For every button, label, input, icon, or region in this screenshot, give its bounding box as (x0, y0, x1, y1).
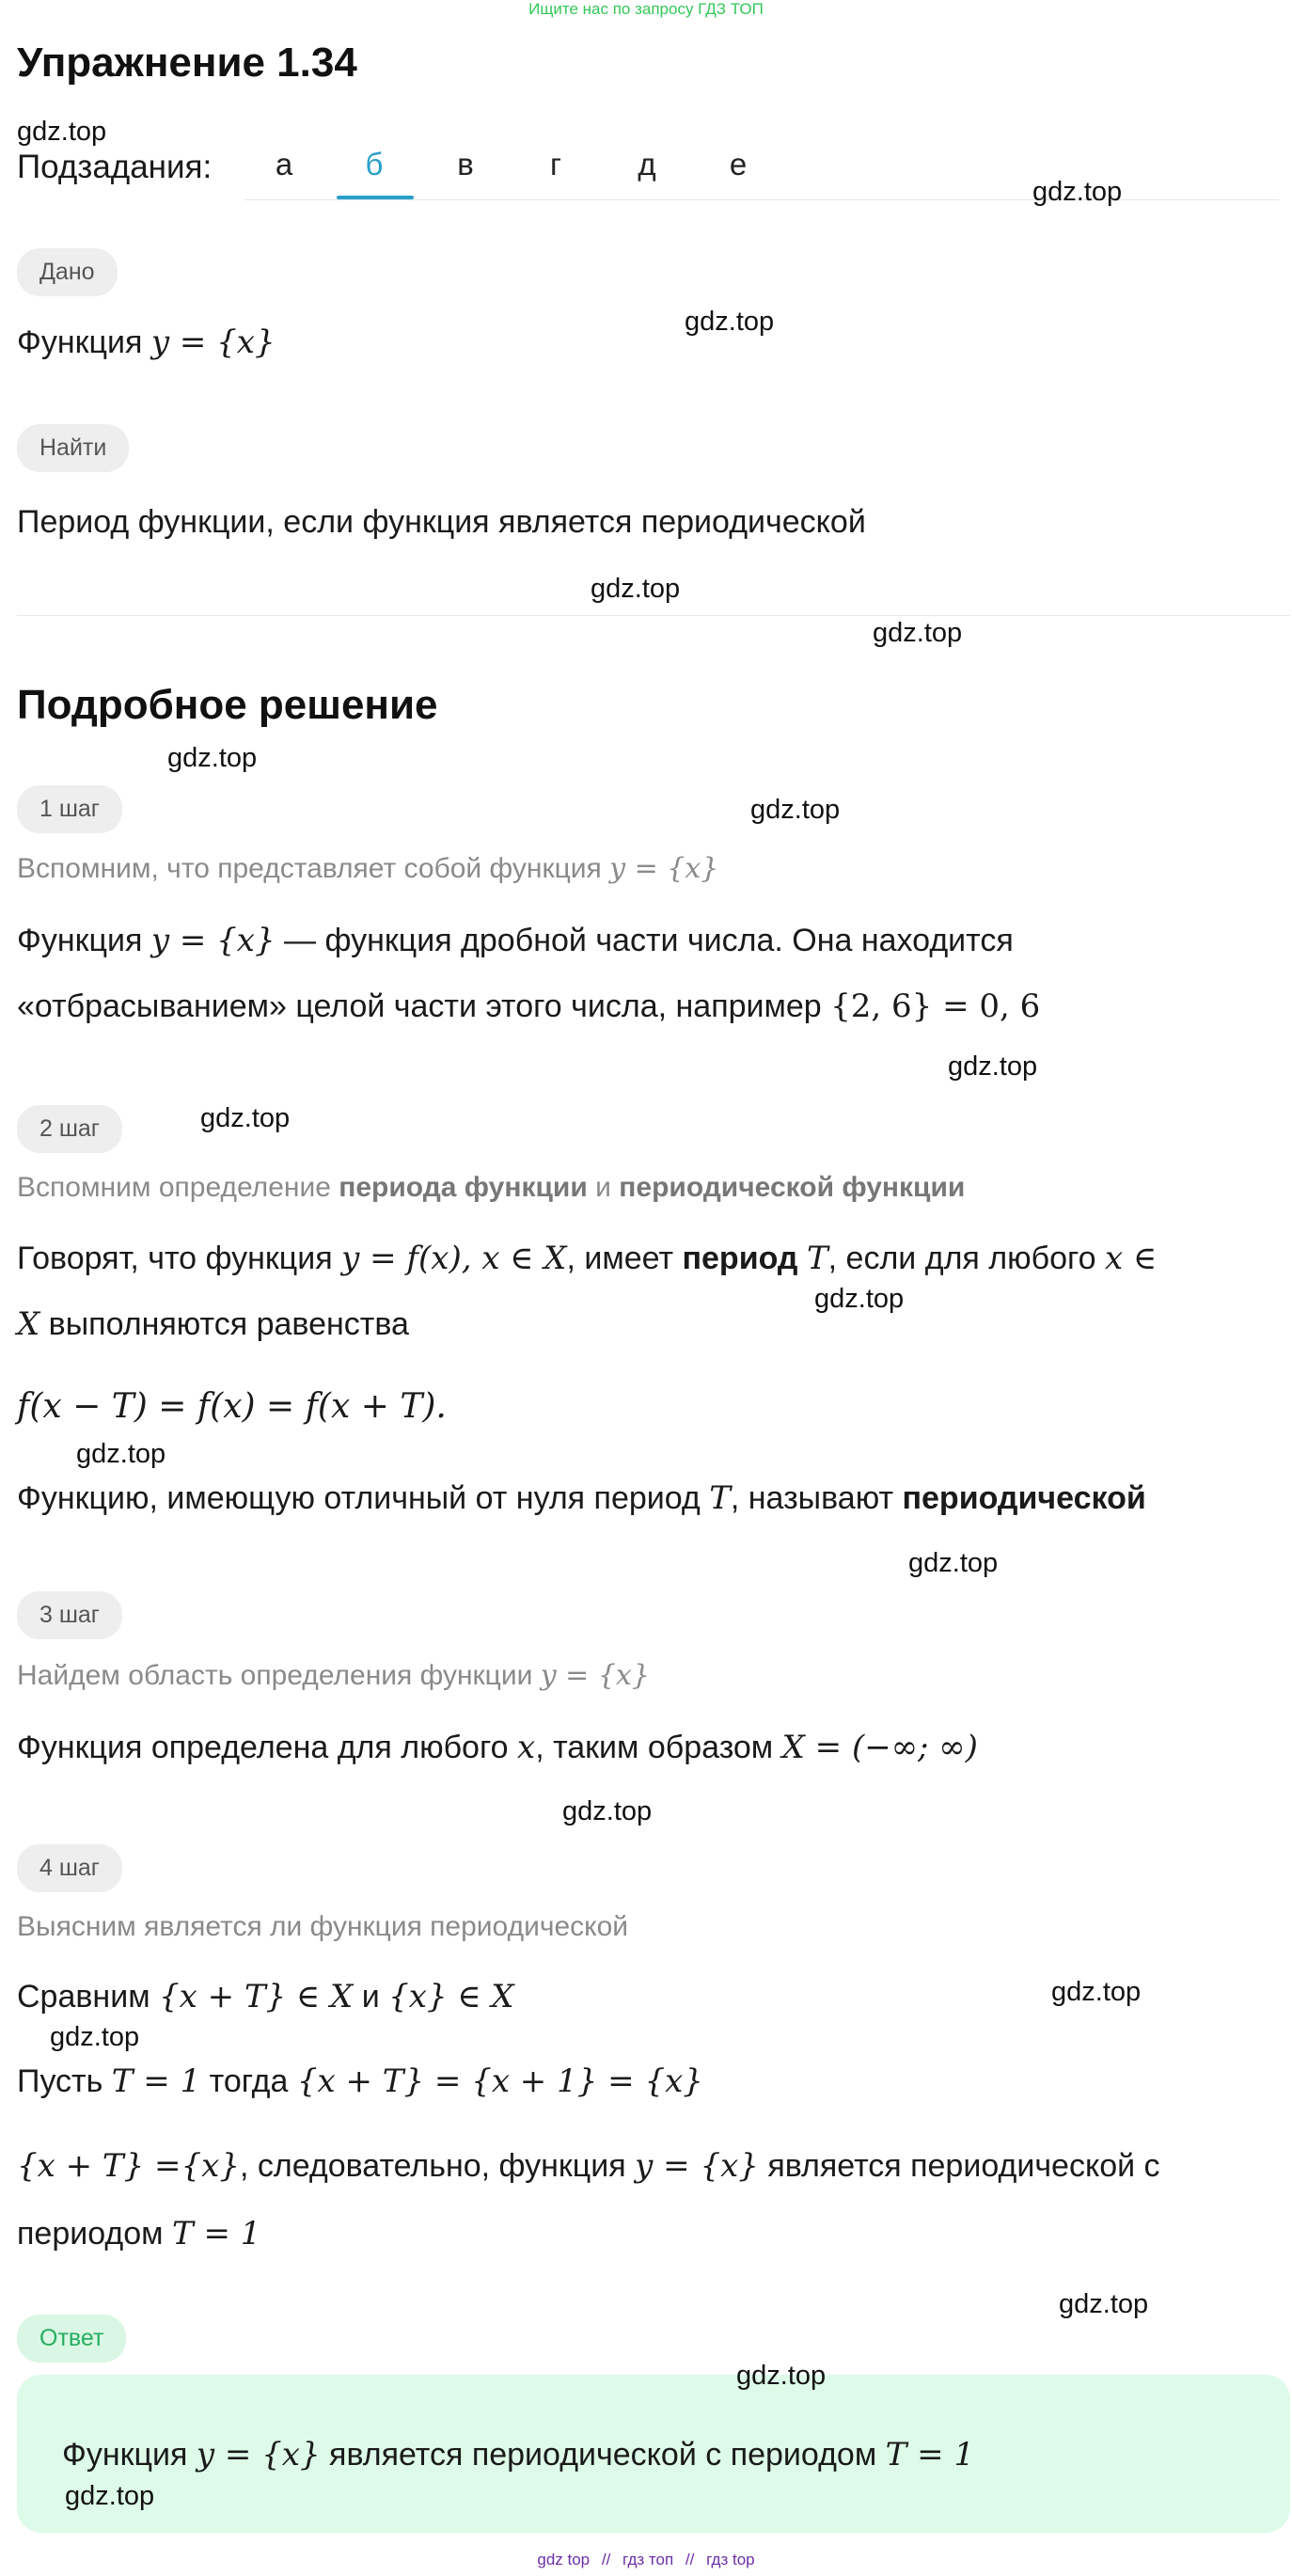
find-chip: Найти (17, 424, 129, 472)
given-prefix: Функция (17, 324, 143, 360)
step3-hint-text: Найдем область определения функции (17, 1660, 533, 1691)
bottom-link-separator: // (601, 2551, 611, 2568)
subtasks-label: Подзадания: (17, 149, 213, 185)
watermark: gdz.top (591, 574, 681, 604)
watermark: gdz.top (17, 117, 107, 147)
step3-line-x: x (517, 1729, 536, 1766)
solution-title: Подробное решение (17, 682, 438, 728)
step2-final (17, 1479, 1146, 1517)
step4-cmp-prefix: Сравним (17, 1979, 150, 2015)
bottom-link-separator: // (685, 2551, 695, 2568)
step3-hint (17, 1659, 650, 1692)
step2-def-line2-text: выполняются равенства (48, 1306, 409, 1342)
step4-conc-formula1: {x + T} = (17, 2147, 181, 2185)
given-line (17, 324, 276, 361)
bottom-link-gdz-top-ru[interactable]: гдз топ (622, 2551, 674, 2568)
step2-def-any: , если для любого (827, 1241, 1096, 1276)
step1-line1-suffix: — функция дробной части числа. Она находится (284, 923, 1014, 958)
step4-conc-line2: периодом (17, 2216, 164, 2252)
step4-conclusion-line1 (17, 2147, 1160, 2185)
step4-conc-mid: , следовательно, функция (239, 2148, 626, 2184)
step4-conc-formula4: T = 1 (171, 2215, 261, 2252)
page-title: Упражнение 1.34 (17, 40, 357, 86)
given-formula: y = {x} (150, 324, 276, 361)
step4-let-then: тогда (209, 2063, 289, 2099)
step2-hint-bold2: периодической функции (619, 1172, 966, 1203)
step2-def-formula1: y = f(x), x ∈ X (341, 1240, 567, 1277)
watermark: gdz.top (685, 307, 775, 337)
step2-final-mid: , называют (730, 1480, 894, 1516)
answer-prefix: Функция (62, 2437, 188, 2473)
watermark: gdz.top (750, 795, 841, 825)
step4-chip: 4 шаг (17, 1844, 122, 1892)
step4-cmp-formula2: {x} ∈ X (388, 1978, 514, 2015)
tab-a[interactable]: а (275, 147, 293, 182)
tab-g[interactable]: г (549, 147, 562, 182)
top-banner[interactable]: Ищите нас по запросу ГДЗ ТОП (528, 0, 764, 18)
tab-v[interactable]: в (457, 147, 474, 182)
step4-let-formula1: T = 1 (111, 2062, 201, 2100)
answer-formula2: T = 1 (885, 2436, 975, 2473)
step2-hint-prefix: Вспомним определение (17, 1172, 331, 1203)
watermark: gdz.top (1051, 1977, 1142, 2007)
step1-line1 (17, 922, 1014, 959)
section-divider (17, 615, 1290, 616)
bottom-link-gdz-top-mixed[interactable]: гдз top (706, 2551, 755, 2568)
step3-line-mid: , таким образом (535, 1730, 774, 1765)
step2-def-T: T (806, 1240, 828, 1277)
watermark: gdz.top (908, 1548, 999, 1578)
step4-conclusion-line2 (17, 2215, 260, 2252)
step3-line (17, 1729, 978, 1766)
step4-let-formula2: {x + T} = {x + 1} = {x} (296, 2062, 703, 2100)
answer-text (62, 2436, 974, 2473)
step2-hint (17, 1172, 965, 1204)
watermark: gdz.top (814, 1284, 905, 1314)
watermark: gdz.top (50, 2022, 140, 2052)
answer-mid: является периодической с периодом (329, 2437, 877, 2473)
find-text: Период функции, если функция является периодической (17, 504, 866, 540)
step3-line-formula: X = (−∞; ∞) (781, 1729, 978, 1766)
step2-def-line2 (17, 1305, 409, 1343)
step4-let (17, 2062, 703, 2100)
answer-formula1: y = {x} (196, 2436, 321, 2473)
tab-e[interactable]: е (729, 147, 748, 182)
watermark: gdz.top (736, 2361, 827, 2391)
watermark: gdz.top (76, 1439, 166, 1469)
watermark: gdz.top (200, 1103, 291, 1133)
watermark: gdz.top (65, 2481, 155, 2511)
step1-line2 (17, 988, 1040, 1025)
watermark: gdz.top (873, 618, 963, 648)
step2-def-line1 (17, 1240, 1157, 1277)
step3-chip: 3 шаг (17, 1591, 122, 1639)
step2-def-prefix: Говорят, что функция (17, 1241, 333, 1276)
step2-final-T: T (709, 1479, 731, 1517)
step2-hint-and: и (595, 1172, 611, 1203)
step2-equality: f(x − T) = f(x) = f(x + T). (17, 1387, 447, 1426)
tab-b-active[interactable]: б (365, 147, 384, 182)
step4-conc-formula2: {x} (181, 2147, 240, 2185)
step4-compare (17, 1978, 514, 2015)
step1-line2-formula: {2, 6} = 0, 6 (830, 988, 1041, 1025)
given-chip: Дано (17, 248, 118, 296)
watermark: gdz.top (562, 1796, 653, 1826)
step1-line1-formula: y = {x} (150, 922, 276, 959)
step2-def-X: X (17, 1305, 40, 1343)
step4-cmp-formula1: {x + T} ∈ X (159, 1978, 354, 2015)
step4-let-prefix: Пусть (17, 2063, 103, 2099)
step2-hint-bold1: периода функции (339, 1172, 588, 1203)
step4-hint: Выясним является ли функция периодической (17, 1911, 629, 1942)
bottom-link-gdz-top[interactable]: gdz top (537, 2551, 591, 2568)
step1-hint-text: Вспомним, что представляет собой функция (17, 853, 602, 884)
tabs-divider (244, 199, 1279, 200)
step4-conc-formula3: y = {x} (635, 2147, 759, 2185)
step2-final-prefix: Функцию, имеющую отличный от нуля период (17, 1480, 701, 1516)
watermark: gdz.top (1032, 177, 1123, 207)
step2-def-formula2: x ∈ (1105, 1240, 1158, 1277)
step2-def-bold: период (682, 1241, 798, 1276)
step4-cmp-and: и (361, 1979, 380, 2015)
tab-d[interactable]: д (638, 147, 656, 182)
step2-chip: 2 шаг (17, 1105, 122, 1153)
watermark: gdz.top (948, 1051, 1038, 1082)
step1-line1-prefix: Функция (17, 923, 143, 958)
watermark: gdz.top (1059, 2289, 1149, 2319)
bottom-links (0, 2551, 1292, 2569)
step2-def-has: , имеет (566, 1241, 674, 1276)
step1-hint (17, 852, 718, 885)
step1-hint-formula: y = {x} (609, 852, 719, 885)
step3-hint-formula: y = {x} (540, 1659, 650, 1692)
active-tab-indicator (337, 196, 414, 199)
answer-chip: Ответ (17, 2315, 126, 2363)
watermark: gdz.top (167, 743, 258, 773)
step2-final-bold: периодической (902, 1480, 1146, 1516)
step1-chip: 1 шаг (17, 785, 122, 833)
step4-conc-suffix: является периодической с (767, 2148, 1160, 2184)
step3-line-prefix: Функция определена для любого (17, 1730, 509, 1765)
step1-line2-text: «отбрасыванием» целой части этого числа, например (17, 988, 822, 1024)
